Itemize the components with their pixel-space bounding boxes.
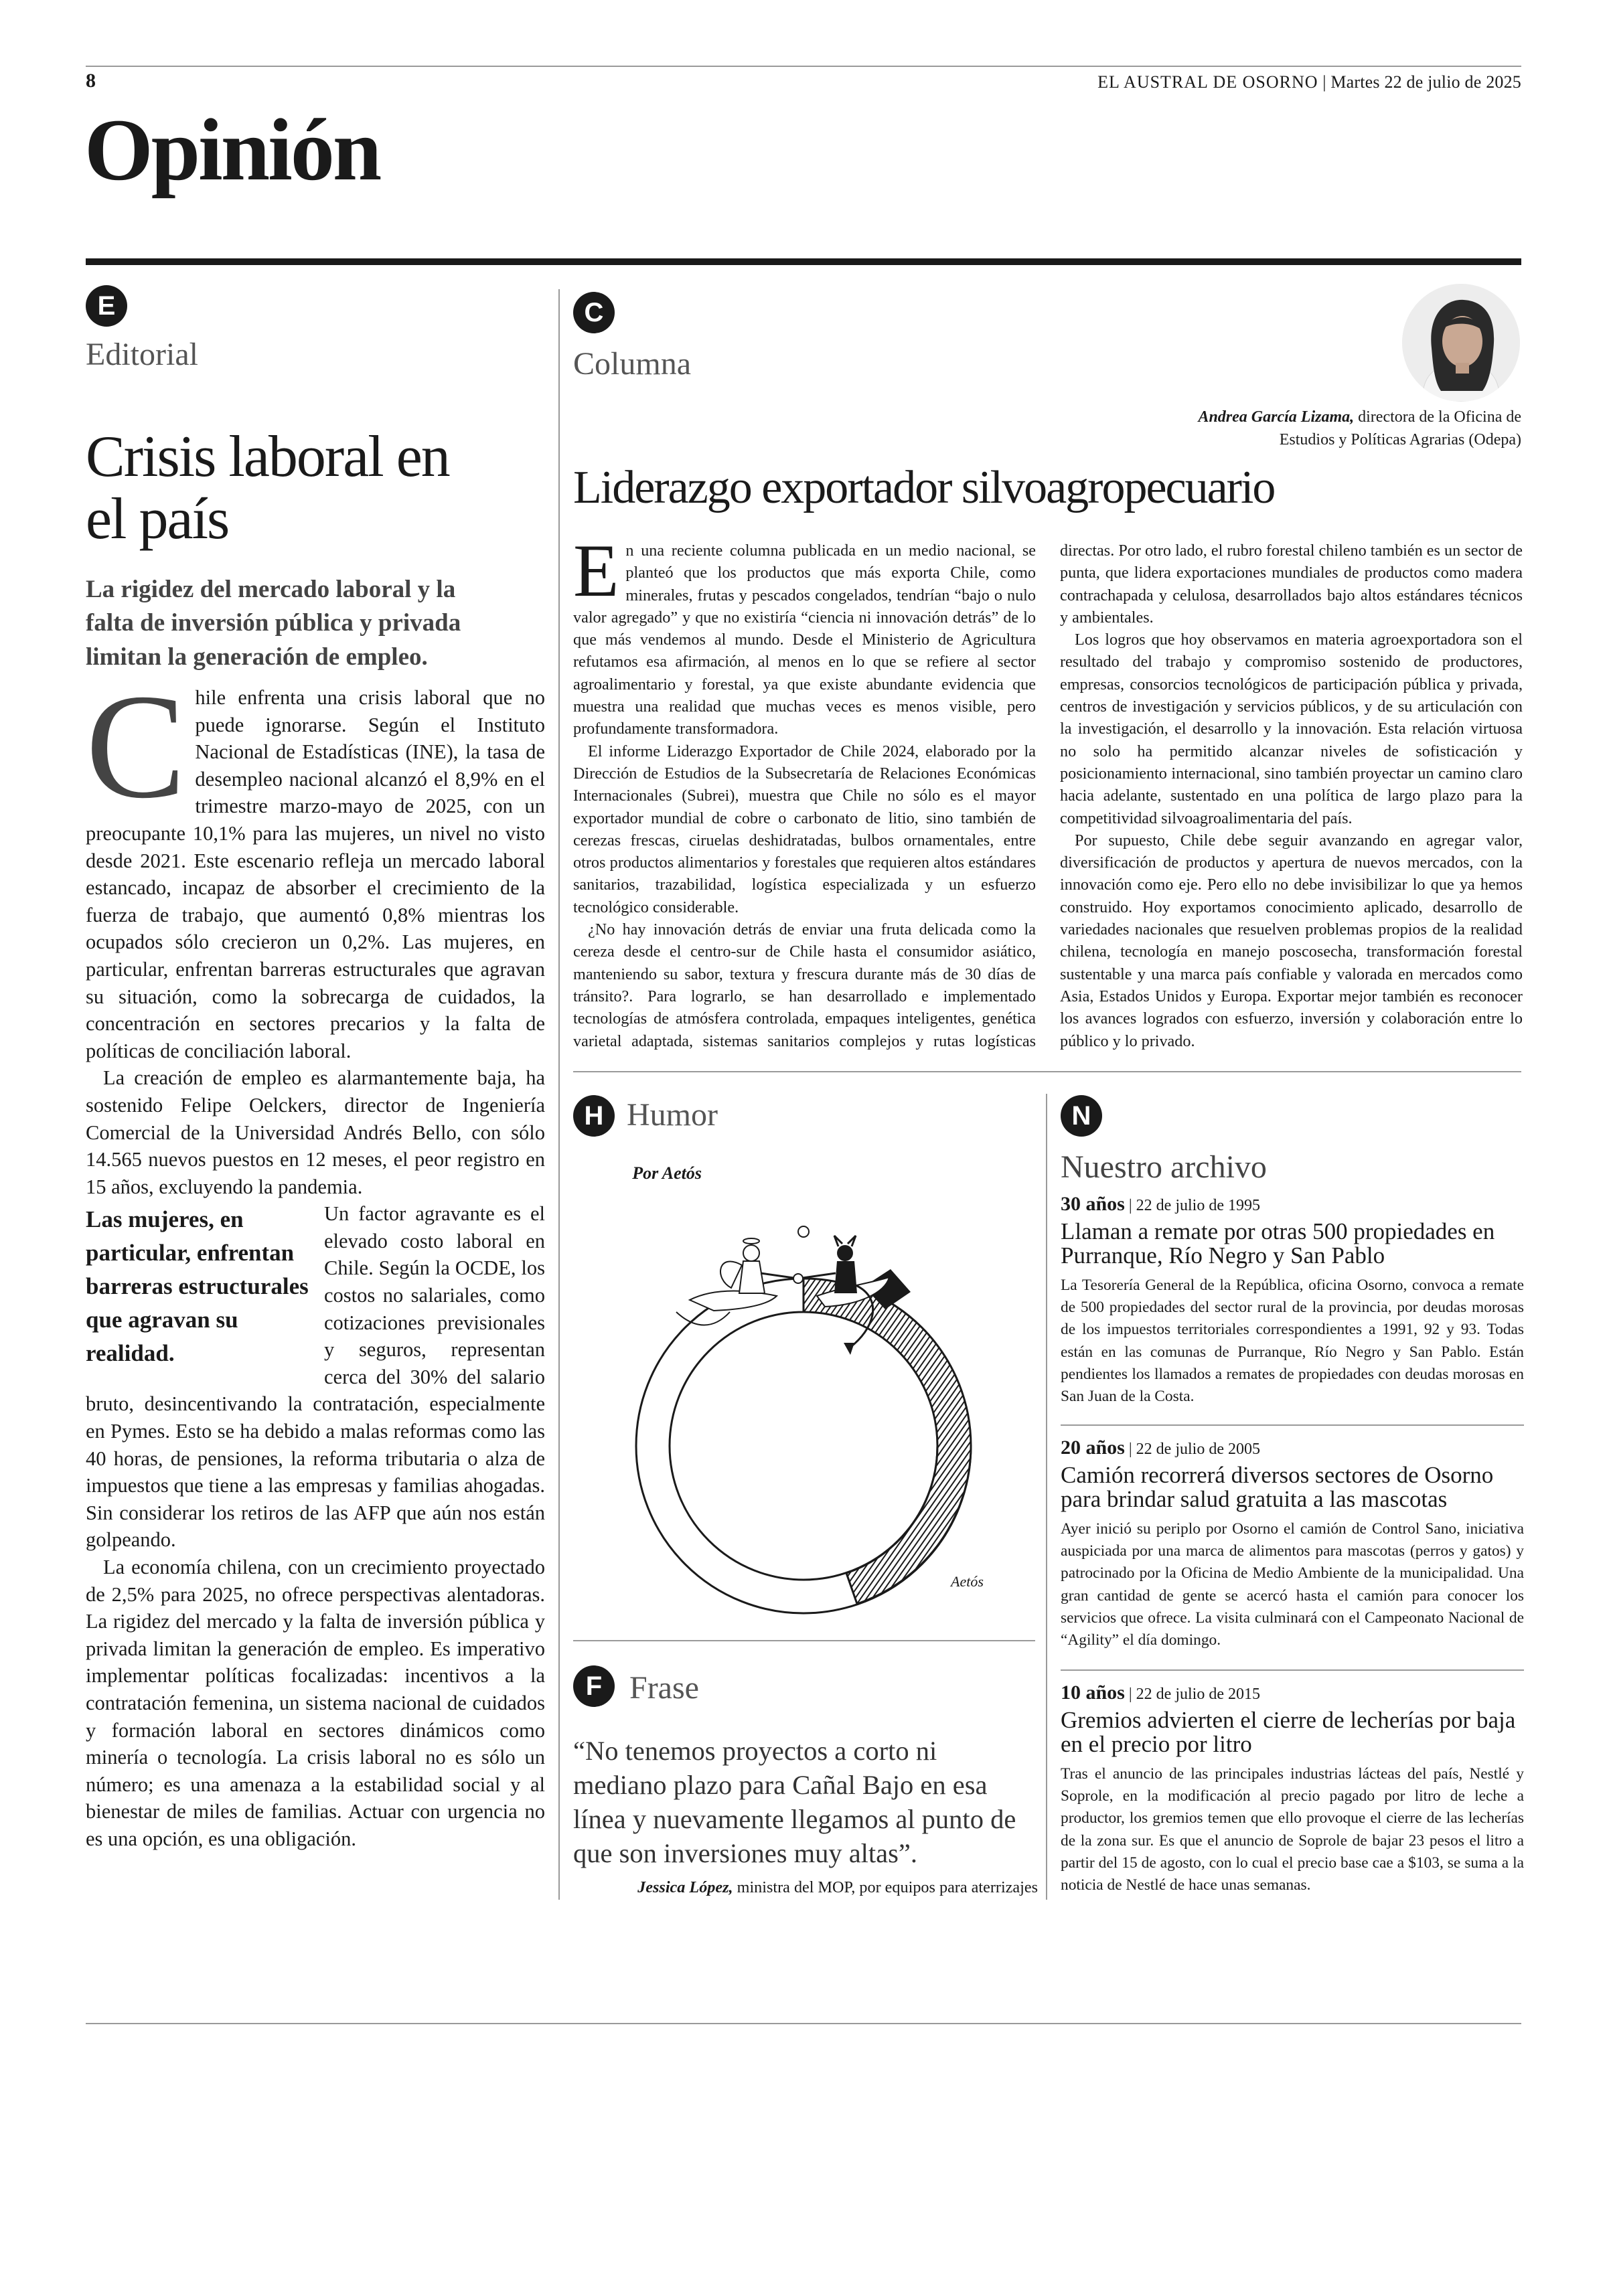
column-dropcap: E	[573, 529, 619, 612]
humor-cartoon	[576, 1212, 1031, 1629]
column-paragraph: Por supuesto, Chile debe seguir avanzando en agregar valor, diversificación de productos y apertura de nuevos mercados, con la innovación como eje. Pero ello no debe invisibilizar lo que ya hemos construido. Hoy exportamos conocimiento aplicado, desarrollo de variedades nacionales que resuelven problemas propios de la realidad chilena, tecnología en manejo poscosecha, transformación forestal sustentable y una marca país confiable y valorada en mercados como Asia, Estados Unidos y Europa. Exportar mejor también es reconocer los avances logrados con esfuerzo, inversión y colaboración entre lo público y lo privado.	[1060, 831, 1523, 1050]
column-badge: C	[573, 292, 615, 333]
archive-item	[1061, 1683, 1524, 1896]
editorial-paragraph: Un factor agravante es el elevado costo laboral en Chile. Según la OCDE, los costos no salariales, como cotizaciones previsionales y seguros, representan cerca del 30% del salario bruto, desincentivando la contratación, especialmente en Pymes. Esto se ha debido a malas reformas como las 40 horas, de pensiones, la reforma tributaria o alza de impuestos que tiene a las empresas y familias ahogadas. Sin considerar los retiros de las AFP que aún nos están golpeando.	[86, 1202, 545, 1552]
archive-text: Ayer inició su periplo por Osorno el camión de Control Sano, iniciativa auspiciada por una marca de alimentos para mascotas (perros y gatos) y patrocinado por la Oficina de Medio Ambiente de la municipalidad. Una gran cantidad de gente se acercó hasta el camión para conocer los servicios que ofrece. La visita culminará con el Campeonato Nacional de “Agility” el día domingo.	[1061, 1520, 1524, 1649]
editorial-dropcap: C	[86, 663, 186, 829]
divider-humor-frase	[573, 1640, 1035, 1641]
divider-column-bottom	[573, 1071, 1521, 1072]
column-paragraph: Los logros que hoy observamos en materia agroexportadora son el resultado del trabajo y compromiso sostenido de productores, empresas, consorcios tecnológicos de participación pública y privada, centros de investigación y servicios públicos, y de su articulación con la investigación, el desarrollo y la innovación. Esta relación virtuosa no solo ha permitido alcanzar niveles de sofisticación y posicionamiento internacional, sino también proyectar un camino claro hacia adelante, sustentado en una política de largo plazo para la competitividad silvoagroalimentaria del país.	[1060, 631, 1523, 827]
archive-title: Camión recorrerá diversos sectores de Osorno para brindar salud gratuita a las mascotas	[1061, 1462, 1494, 1512]
editorial-paragraph: La creación de empleo es alarmantemente baja, ha sostenido Felipe Oelckers, director de Ingeniería Comercial de la Universidad Andrés Bello, con sólo 14.565 nuevos puestos en 12 meses, el peor registro en 15 años, excluyendo la pandemia.	[86, 1066, 545, 1198]
editorial-badge: E	[86, 285, 127, 327]
archive-date: | 22 de julio de 2005	[1128, 1441, 1260, 1458]
bottom-rule	[86, 2023, 1521, 2024]
archive-divider	[1061, 1424, 1524, 1426]
column-paragraph: El informe Liderazgo Exportador de Chile 2024, elaborado por la Dirección de Estudios de la Subsecretaría de Relaciones Económicas Internacionales (Subrei), muestra que Chile no sólo es el mayor exportador mundial de cobre o carbonato de litio, sino también de cerezas frescas, ciruelas deshidratadas, bulbos ornamentales, entre otros productos alimentarios y forestales que requieren altos estándares sanitarios, trazabilidad, logística especializada y un esfuerzo tecnológico considerable.	[573, 742, 1036, 916]
humor-badge: H	[573, 1095, 615, 1137]
editorial-deck: La rigidez del mercado laboral y la falta de inversión pública y privada limitan la generación de empleo.	[86, 576, 461, 671]
archive-kicker: Nuestro archivo	[1061, 1149, 1267, 1185]
top-rule	[86, 66, 1521, 67]
frase-quote: “No tenemos proyectos a corto ni mediano plazo para Cañal Bajo en esa línea y nuevamente llegamos al punto de que son inversiones muy altas”.	[573, 1736, 1016, 1868]
archive-years: 20 años	[1061, 1437, 1125, 1459]
divider-humor-archive	[1046, 1094, 1047, 1900]
cartoon-drawing	[576, 1212, 1031, 1629]
archive-item	[1061, 1438, 1524, 1651]
editorial-kicker: Editorial	[86, 337, 198, 372]
archive-meta	[1061, 1683, 1524, 1704]
column-paragraph: n una reciente columna publicada en un medio nacional, se planteó que los productos que más exporta Chile, como minerales, frutas y pescados congelados, tendrían “bajo o nulo valor agregado” y que no existiría “ciencia ni innovación detrás” de lo que más vendemos al mundo. Desde el Ministerio de Agricultura refutamos esa afirmación, al menos en lo que se refiere al sector agroalimentario y forestal, ya que existe abundante evidencia que muestra una realidad que muchas veces es menos visible, pero profundamente transformadora.	[573, 542, 1036, 738]
issue-date: Martes 22 de julio de 2025	[1330, 72, 1521, 92]
editorial-paragraph: La economía chilena, con un crecimiento proyectado de 2,5% para 2025, no ofrece perspectivas alentadoras. La rigidez del mercado y la falta de inversión pública y privada limitan la generación de empleo. Es imperativo implementar políticas focalizadas: incentivos a la contratación femenina, un sistema nacional de cuidados y formación laboral en sectores dinámicos como minería o tecnología. La crisis laboral no es sólo un número; es una amenaza a la estabilidad social y al bienestar de miles de familias. Actuar con urgencia no es una opción, es una obligación.	[86, 1556, 545, 1850]
section-title: Opinión	[84, 100, 380, 199]
publication-name: EL AUSTRAL DE OSORNO	[1097, 72, 1318, 92]
section-rule	[86, 258, 1521, 265]
column-paragraph: ¿No hay innovación detrás de enviar una fruta delicada como la cereza desde el centro-sur de Chile hasta el consumidor asiático, manteniendo su sabor, textura y frescura durante más de 30 días de tránsito?. Para lograrlo, se han desarrollado e implementado tecnologías de atmósfera controlada, empaques inteligentes, genética varietal adaptada, sistemas sanitarios complejos y rutas logísticas directas. Por otro lado, el rubro forestal chileno también es un sector de punta, que lidera exportaciones mundiales de productos como madera contrachapada y celulosa, desarrollados bajo altos estándares técnicos y ambientales.	[573, 542, 1523, 1050]
column-body	[573, 529, 1523, 1052]
frase-context: ministra del MOP, por equipos para aterrizajes	[737, 1878, 1038, 1896]
archive-date: | 22 de julio de 2015	[1128, 1686, 1260, 1703]
frase-kicker: Frase	[629, 1670, 699, 1706]
author-photo	[1402, 284, 1520, 402]
editorial-pullquote: Las mujeres, en particular, enfrentan barreras estructurales que agravan su realidad.	[86, 1206, 309, 1367]
author-portrait	[1402, 284, 1520, 402]
author-role: directora de la Oficina de Estudios y Políticas Agrarias (Odepa)	[1279, 408, 1521, 448]
cartoon-signature: Aetós	[951, 1573, 984, 1590]
archive-title: Gremios advierten el cierre de lecherías por baja en el precio por litro	[1061, 1707, 1516, 1757]
frase-speaker: Jessica López,	[637, 1878, 733, 1896]
frase-badge: F	[573, 1665, 615, 1707]
archive-divider	[1061, 1669, 1524, 1671]
frase-attribution	[603, 1878, 1038, 1897]
column-headline: Liderazgo exportador silvoagropecuario	[573, 462, 1275, 513]
archive-text: La Tesorería General de la República, oficina Osorno, convoca a remate de 500 propiedades del sector rural de la provincia, por deudas morosas de los impuestos territoriales correspondientes a 1991, 92 y 93. Todas están en las comunas de Purranque, Río Negro y San Pablo. Están pendientes los llamados a remates de propiedades con deudas morosas en San Juan de la Costa.	[1061, 1277, 1524, 1406]
editorial-headline: Crisis laboral en el país	[86, 424, 449, 552]
archive-date: | 22 de julio de 1995	[1128, 1197, 1260, 1214]
humor-byline: Por Aetós	[632, 1163, 702, 1183]
archive-meta	[1061, 1194, 1524, 1216]
editorial-paragraph: hile enfrenta una crisis laboral que no puede ignorarse. Según el Instituto Nacional de Estadísticas (INE), la tasa de desempleo nacional alcanzó el 8,9% en el trimestre marzo-mayo de 2025, con un preocupante 10,1% para las mujeres, un nivel no visto desde 2021. Este escenario refleja un mercado laboral estancado, incapaz de absorber el crecimiento de la fuerza de trabajo, que aumentó 0,8% mientras los ocupados sólo crecieron un 0,2%. Las mujeres, en particular, enfrentan barreras estructurales que agravan su situación, como la sobrecarga de cuidados, la concentración en sectores precarios y la falta de políticas de conciliación laboral.	[86, 686, 545, 1062]
archive-badge: N	[1061, 1095, 1102, 1137]
archive-years: 10 años	[1061, 1682, 1125, 1704]
divider-editorial	[558, 289, 560, 1900]
page-number: 8	[86, 70, 96, 92]
author-name: Andrea García Lizama,	[1198, 408, 1355, 426]
archive-title: Llaman a remate por otras 500 propiedades en Purranque, Río Negro y San Pablo	[1061, 1218, 1495, 1268]
archive-meta	[1061, 1438, 1524, 1459]
archive-text: Tras el anuncio de las principales industrias lácteas del país, Nestlé y Soprole, en la modificación al precio pagado por litro de leche a productor, los gremios temen que ello provoque el cierre de las lecherías de la zona sur. Es que el anuncio de Soprole de bajar 23 pesos el litro a partir del 15 de agosto, con lo cual el precio base cae a $103, se suma a la noticia de Nestlé de hace unas semanas.	[1061, 1765, 1524, 1894]
humor-kicker: Humor	[627, 1097, 718, 1133]
archive-years: 30 años	[1061, 1193, 1125, 1215]
archive-item	[1061, 1194, 1524, 1408]
masthead: EL AUSTRAL DE OSORNO | Martes 22 de julio de 2025	[1097, 72, 1521, 92]
column-byline	[1173, 406, 1521, 451]
column-kicker: Columna	[573, 346, 691, 382]
editorial-body	[86, 663, 545, 1853]
